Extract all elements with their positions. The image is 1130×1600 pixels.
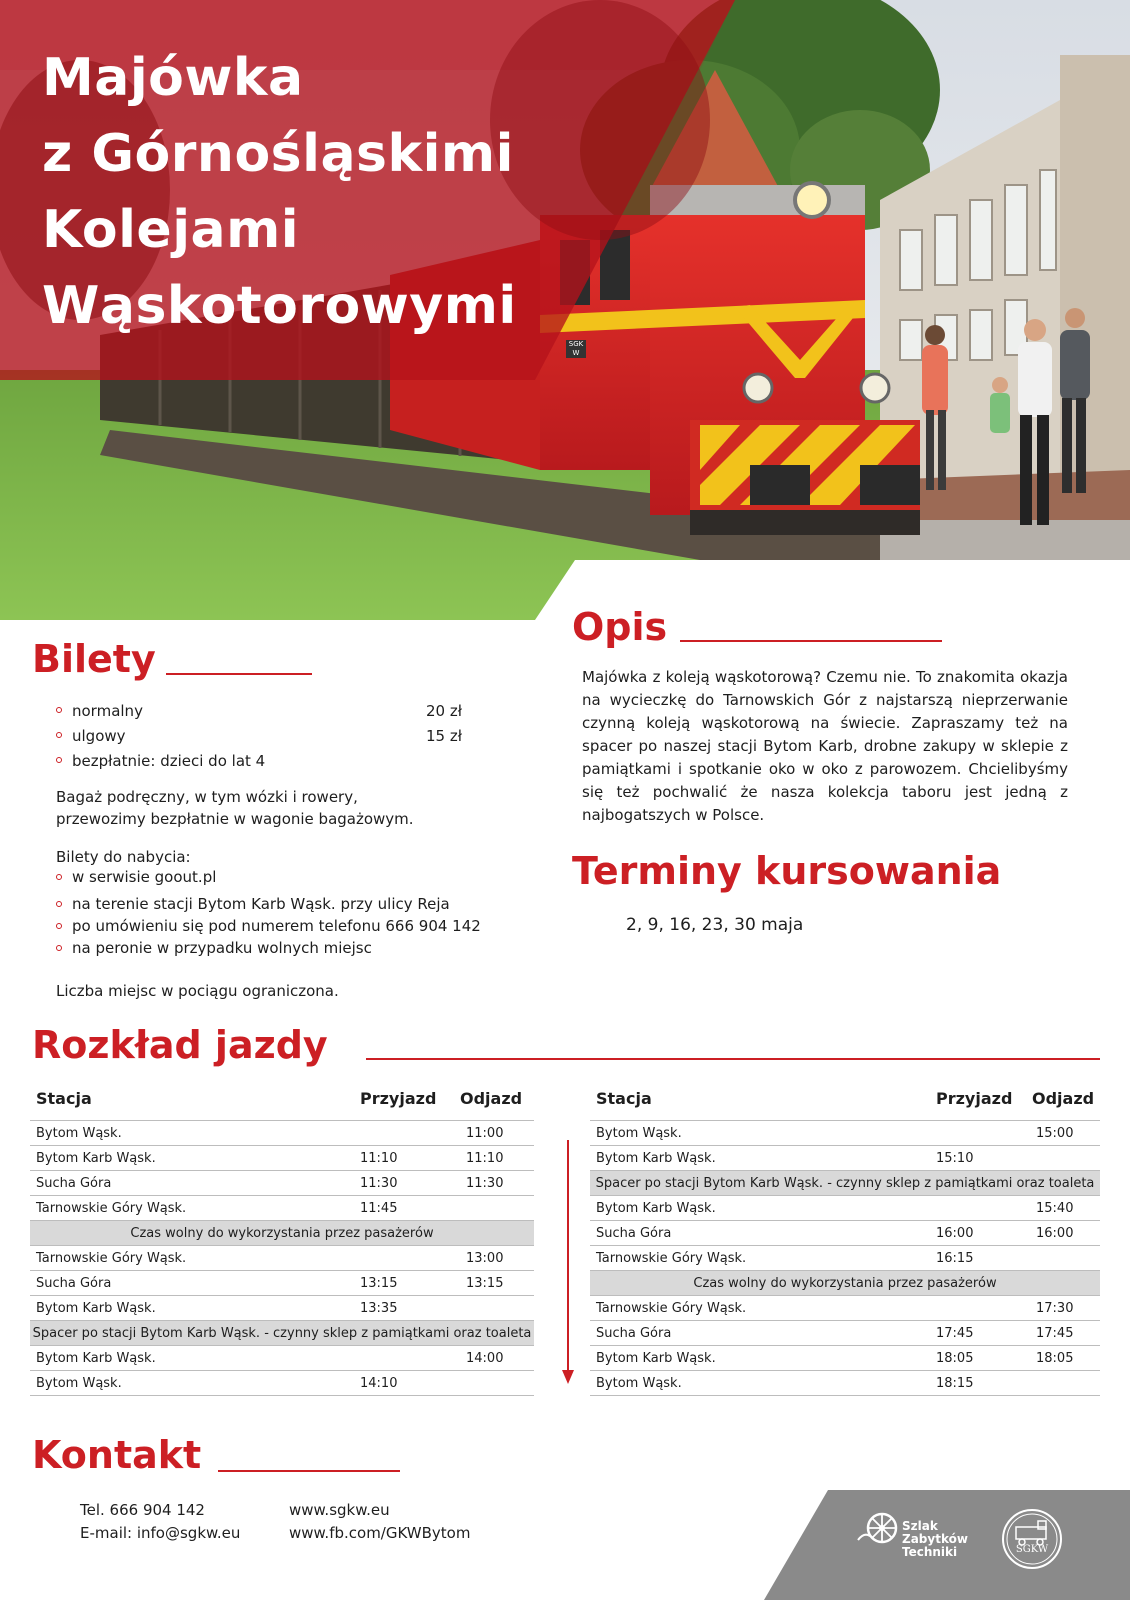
purchase-item: na terenie stacji Bytom Karb Wąsk. przy ulicy Reja bbox=[56, 893, 526, 915]
contact-facebook[interactable]: www.fb.com/GKWBytom bbox=[289, 1524, 471, 1542]
schedule-arrival: 14:10 bbox=[330, 1371, 440, 1396]
price-label: bezpłatnie: dzieci do lat 4 bbox=[72, 752, 266, 770]
hero-title-line: z Górnośląskimi bbox=[42, 124, 514, 184]
purchase-title: Bilety do nabycia: bbox=[56, 848, 191, 866]
schedule-row bbox=[590, 1121, 1100, 1146]
kontakt-heading: Kontakt bbox=[32, 1433, 202, 1477]
schedule-station: Tarnowskie Góry Wąsk. bbox=[590, 1296, 930, 1321]
schedule-departure: 13:00 bbox=[440, 1246, 534, 1271]
schedule-arrival: 16:15 bbox=[930, 1246, 1022, 1271]
schedule-station: Bytom Karb Wąsk. bbox=[590, 1346, 930, 1371]
luggage-note bbox=[56, 786, 496, 830]
hero-title-line: Kolejami bbox=[42, 200, 300, 260]
szlak-line: Techniki bbox=[902, 1545, 958, 1559]
schedule-station: Bytom Karb Wąsk. bbox=[30, 1146, 330, 1171]
schedule-row bbox=[590, 1221, 1100, 1246]
schedule-departure: 17:30 bbox=[1022, 1296, 1100, 1321]
szlak-line: Zabytków bbox=[902, 1532, 968, 1546]
schedule-departure: 15:00 bbox=[1022, 1121, 1100, 1146]
schedule-note-row bbox=[590, 1271, 1100, 1296]
schedule-arrival: 11:45 bbox=[330, 1196, 440, 1221]
schedule-arrival: 18:15 bbox=[930, 1371, 1022, 1396]
schedule-row bbox=[590, 1321, 1100, 1346]
col-departure-header: Odjazd bbox=[1032, 1088, 1095, 1108]
contact-website[interactable]: www.sgkw.eu bbox=[289, 1501, 390, 1519]
schedule-row bbox=[590, 1246, 1100, 1271]
schedule-row bbox=[590, 1146, 1100, 1171]
schedule-departure: 18:05 bbox=[1022, 1346, 1100, 1371]
schedule-row bbox=[30, 1146, 534, 1171]
szlak-logo-text bbox=[902, 1520, 968, 1559]
hero-title-line: Wąskotorowymi bbox=[42, 276, 517, 336]
schedule-row bbox=[30, 1246, 534, 1271]
purchase-item: na peronie w przypadku wolnych miejsc bbox=[56, 937, 526, 959]
col-departure-header: Odjazd bbox=[460, 1088, 523, 1108]
contact-email: E-mail: info@sgkw.eu bbox=[80, 1524, 241, 1542]
opis-heading: Opis bbox=[572, 605, 668, 649]
schedule-departure bbox=[440, 1371, 534, 1396]
price-value: 20 zł bbox=[426, 702, 462, 720]
locomotive-plate: SGKW bbox=[566, 340, 586, 358]
price-item bbox=[56, 699, 476, 724]
terminy-heading: Terminy kursowania bbox=[572, 849, 1002, 893]
szlak-wheel-icon bbox=[856, 1510, 902, 1550]
price-item bbox=[56, 749, 476, 774]
luggage-line: przewozimy bezpłatnie w wagonie bagażowym. bbox=[56, 810, 414, 828]
price-item bbox=[56, 724, 476, 749]
schedule-body-left bbox=[30, 1121, 534, 1396]
schedule-departure: 11:10 bbox=[440, 1146, 534, 1171]
schedule-station: Tarnowskie Góry Wąsk. bbox=[30, 1246, 330, 1271]
schedule-arrival: 17:45 bbox=[930, 1321, 1022, 1346]
sgkw-logo-icon bbox=[1000, 1507, 1064, 1571]
schedule-row bbox=[30, 1196, 534, 1221]
schedule-station: Bytom Karb Wąsk. bbox=[590, 1196, 930, 1221]
schedule-station: Bytom Wąsk. bbox=[30, 1371, 330, 1396]
bilety-heading: Bilety bbox=[32, 637, 156, 681]
schedule-note: Spacer po stacji Bytom Karb Wąsk. - czynny sklep z pamiątkami oraz toaleta bbox=[590, 1171, 1100, 1196]
col-arrival-header: Przyjazd bbox=[360, 1088, 437, 1108]
schedule-header-row bbox=[30, 1076, 534, 1121]
schedule-arrival: 13:35 bbox=[330, 1296, 440, 1321]
schedule-station: Sucha Góra bbox=[590, 1221, 930, 1246]
price-value: 15 zł bbox=[426, 727, 462, 745]
schedule-note: Czas wolny do wykorzystania przez pasażerów bbox=[30, 1221, 534, 1246]
bilety-rule bbox=[166, 673, 312, 675]
schedule-departure: 11:30 bbox=[440, 1171, 534, 1196]
schedule-note-row bbox=[30, 1221, 534, 1246]
schedule-station: Sucha Góra bbox=[590, 1321, 930, 1346]
schedule-arrival: 11:10 bbox=[330, 1146, 440, 1171]
schedule-departure: 11:00 bbox=[440, 1121, 534, 1146]
schedule-header-row bbox=[590, 1076, 1100, 1121]
schedule-station: Bytom Karb Wąsk. bbox=[30, 1296, 330, 1321]
schedule-arrival bbox=[330, 1246, 440, 1271]
schedule-departure bbox=[440, 1296, 534, 1321]
schedule-station: Bytom Wąsk. bbox=[30, 1121, 330, 1146]
schedule-row bbox=[30, 1271, 534, 1296]
hero-section bbox=[0, 0, 1130, 620]
schedule-station: Sucha Góra bbox=[30, 1271, 330, 1296]
schedule-station: Bytom Karb Wąsk. bbox=[30, 1346, 330, 1371]
price-label: ulgowy bbox=[72, 727, 126, 745]
opis-rule bbox=[680, 640, 942, 642]
schedule-departure: 16:00 bbox=[1022, 1221, 1100, 1246]
schedule-row bbox=[590, 1196, 1100, 1221]
schedule-station: Bytom Karb Wąsk. bbox=[590, 1146, 930, 1171]
schedule-arrival: 13:15 bbox=[330, 1271, 440, 1296]
schedule-table-left bbox=[30, 1076, 534, 1396]
direction-arrow bbox=[560, 1140, 576, 1386]
limit-note: Liczba miejsc w pociągu ograniczona. bbox=[56, 982, 339, 1000]
opis-text: Majówka z koleją wąskotorową? Czemu nie. To znakomita okazja na wycieczkę do Tarnowskich Gór z najstarszą nieprzerwanie czynną koleją wąskotorową na świecie. Zapraszamy też na spacer po naszej stacji Bytom Karb, drobne zakupy w sklepie z pamiątkami i spotkanie oko w oko z parowozem. Chcielibyśmy się też pochwalić że nasza kolekcja taboru jest jedną z najbogatszych w Polsce. bbox=[582, 668, 1068, 824]
rozklad-rule bbox=[366, 1058, 1100, 1060]
schedule-departure: 13:15 bbox=[440, 1271, 534, 1296]
schedule-arrival bbox=[330, 1346, 440, 1371]
kontakt-rule bbox=[218, 1470, 400, 1472]
schedule-arrival bbox=[930, 1296, 1022, 1321]
schedule-arrival: 15:10 bbox=[930, 1146, 1022, 1171]
schedule-row bbox=[30, 1121, 534, 1146]
col-station-header: Stacja bbox=[36, 1088, 92, 1108]
schedule-arrival bbox=[330, 1121, 440, 1146]
schedule-arrival bbox=[930, 1196, 1022, 1221]
purchase-list bbox=[56, 866, 526, 959]
schedule-note-row bbox=[590, 1171, 1100, 1196]
schedule-arrival bbox=[930, 1121, 1022, 1146]
luggage-line: Bagaż podręczny, w tym wózki i rowery, bbox=[56, 788, 358, 806]
schedule-arrival: 11:30 bbox=[330, 1171, 440, 1196]
schedule-departure bbox=[1022, 1371, 1100, 1396]
schedule-departure: 17:45 bbox=[1022, 1321, 1100, 1346]
contact-phone: Tel. 666 904 142 bbox=[80, 1501, 205, 1519]
price-label: normalny bbox=[72, 702, 143, 720]
schedule-note: Spacer po stacji Bytom Karb Wąsk. - czynny sklep z pamiątkami oraz toaleta bbox=[30, 1321, 534, 1346]
schedule-body-right bbox=[590, 1121, 1100, 1396]
schedule-arrival: 18:05 bbox=[930, 1346, 1022, 1371]
schedule-station: Bytom Wąsk. bbox=[590, 1371, 930, 1396]
schedule-row bbox=[30, 1171, 534, 1196]
schedule-departure bbox=[1022, 1246, 1100, 1271]
schedule-station: Sucha Góra bbox=[30, 1171, 330, 1196]
schedule-row bbox=[30, 1371, 534, 1396]
schedule-table-right bbox=[590, 1076, 1100, 1396]
purchase-item-continued: po umówieniu się pod numerem telefonu 666 904 142 bbox=[56, 915, 526, 937]
hero-title-line: Majówka bbox=[42, 48, 304, 108]
sgkw-logo-text: SGKW bbox=[1015, 1544, 1049, 1555]
schedule-departure bbox=[1022, 1146, 1100, 1171]
schedule-note: Czas wolny do wykorzystania przez pasażerów bbox=[590, 1271, 1100, 1296]
col-arrival-header: Przyjazd bbox=[936, 1088, 1013, 1108]
schedule-row bbox=[30, 1346, 534, 1371]
price-list bbox=[56, 699, 476, 774]
hero-title bbox=[42, 40, 517, 344]
schedule-departure bbox=[440, 1196, 534, 1221]
schedule-station: Tarnowskie Góry Wąsk. bbox=[590, 1246, 930, 1271]
terminy-dates: 2, 9, 16, 23, 30 maja bbox=[626, 915, 804, 935]
schedule-row bbox=[30, 1296, 534, 1321]
schedule-departure: 15:40 bbox=[1022, 1196, 1100, 1221]
schedule-row bbox=[590, 1346, 1100, 1371]
schedule-arrival: 16:00 bbox=[930, 1221, 1022, 1246]
schedule-station: Bytom Wąsk. bbox=[590, 1121, 930, 1146]
col-station-header: Stacja bbox=[596, 1088, 652, 1108]
schedule-station: Tarnowskie Góry Wąsk. bbox=[30, 1196, 330, 1221]
schedule-row bbox=[590, 1296, 1100, 1321]
schedule-departure: 14:00 bbox=[440, 1346, 534, 1371]
purchase-item: w serwisie goout.pl bbox=[56, 866, 526, 888]
schedule-note-row bbox=[30, 1321, 534, 1346]
rozklad-heading: Rozkład jazdy bbox=[32, 1023, 328, 1067]
szlak-line: Szlak bbox=[902, 1519, 938, 1533]
schedule-row bbox=[590, 1371, 1100, 1396]
